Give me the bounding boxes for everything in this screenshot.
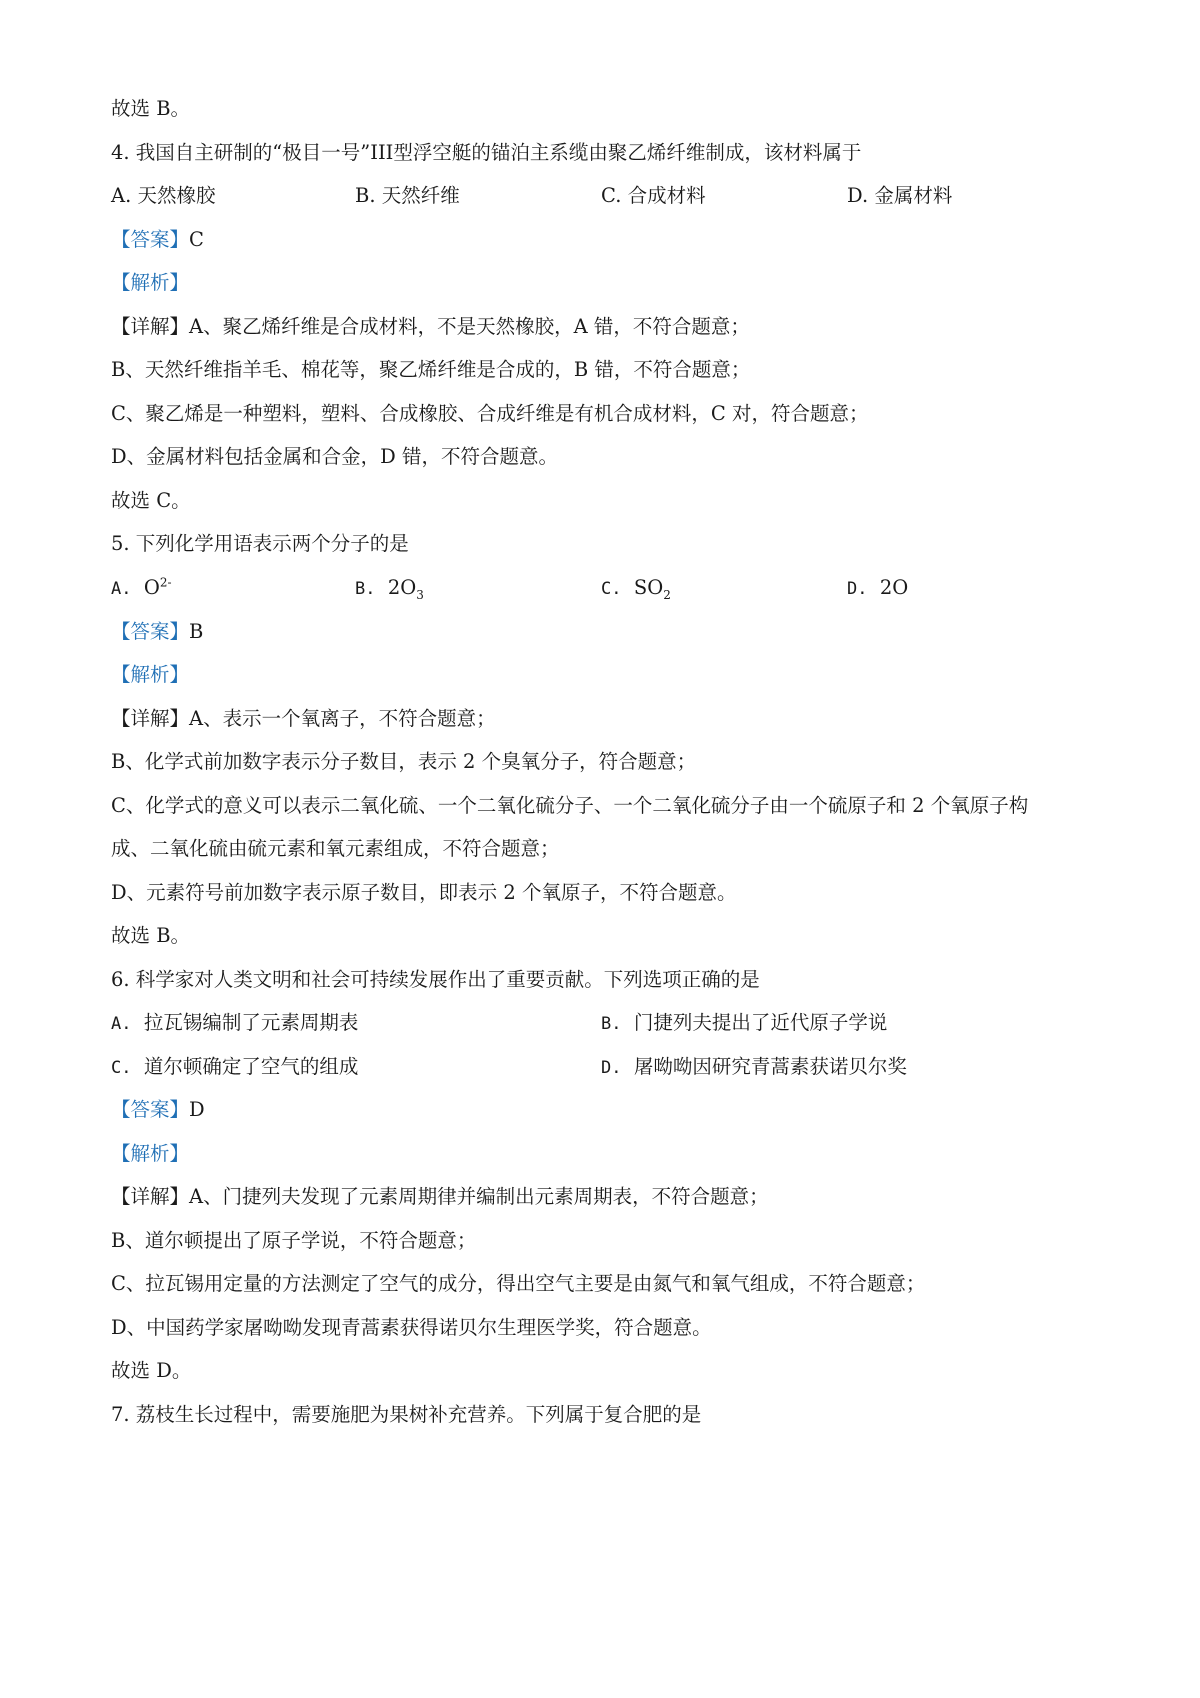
question-5-options — [111, 575, 1111, 601]
option-a: A. 拉瓦锡编制了元素周期表 — [111, 1011, 359, 1034]
conclusion-line: 故选 B。 — [111, 924, 191, 947]
answer-value: B — [189, 620, 204, 643]
option-c: C. $SO_2$ — [601, 576, 671, 602]
detail-line: B、天然纤维指羊毛、棉花等，聚乙烯纤维是合成的，B 错，不符合题意； — [111, 358, 751, 381]
answer-line — [111, 227, 204, 253]
question-6-options-row-1 — [111, 1010, 1111, 1036]
detail-line: B、道尔顿提出了原子学说，不符合题意； — [111, 1229, 477, 1252]
question-7-stem: 7. 荔枝生长过程中，需要施肥为果树补充营养。下列属于复合肥的是 — [111, 1403, 702, 1426]
detail-line: D、中国药学家屠呦呦发现青蒿素获得诺贝尔生理医学奖，符合题意。 — [111, 1316, 712, 1339]
detail-line: C、聚乙烯是一种塑料，塑料、合成橡胶、合成纤维是有机合成材料，C 对，符合题意； — [111, 402, 869, 425]
option-a: A. $O^{2-}$ — [111, 575, 172, 599]
option-b: B. 天然纤维 — [355, 184, 460, 207]
detail-line: C、化学式的意义可以表示二氧化硫、一个二氧化硫分子、一个二氧化硫分子由一个硫原子和 2 个氧原子构 — [111, 794, 1029, 817]
option-c: C. 合成材料 — [601, 184, 706, 207]
question-6-options-row-2 — [111, 1054, 1111, 1080]
analysis-tag: 【解析】 — [111, 663, 190, 686]
option-d: D. 2O — [847, 576, 909, 599]
detail-line: D、金属材料包括金属和合金，D 错，不符合题意。 — [111, 445, 558, 468]
detail-line: 成、二氧化硫由硫元素和氧元素组成，不符合题意； — [111, 837, 560, 860]
conclusion-line: 故选 D。 — [111, 1359, 192, 1382]
answer-line — [111, 619, 203, 645]
option-d: D. 金属材料 — [847, 184, 953, 207]
answer-tag: 【答案】 — [111, 228, 190, 251]
analysis-tag: 【解析】 — [111, 1142, 190, 1165]
question-5-stem: 5. 下列化学用语表示两个分子的是 — [111, 532, 409, 555]
option-a: A. 天然橡胶 — [111, 184, 216, 207]
option-d: D. 屠呦呦因研究青蒿素获诺贝尔奖 — [601, 1055, 907, 1078]
question-6-stem: 6. 科学家对人类文明和社会可持续发展作出了重要贡献。下列选项正确的是 — [111, 968, 760, 991]
answer-tag: 【答案】 — [111, 1098, 190, 1121]
answer-line — [111, 1097, 205, 1123]
answer-tag: 【答案】 — [111, 620, 190, 643]
detail-line: 【详解】A、门捷列夫发现了元素周期律并编制出元素周期表，不符合题意； — [111, 1185, 769, 1208]
detail-line: C、拉瓦锡用定量的方法测定了空气的成分，得出空气主要是由氮气和氧气组成，不符合题意； — [111, 1272, 926, 1295]
answer-value: D — [189, 1098, 205, 1121]
analysis-tag: 【解析】 — [111, 271, 190, 294]
option-b: B. 门捷列夫提出了近代原子学说 — [601, 1011, 888, 1034]
detail-line: 【详解】A、聚乙烯纤维是合成材料，不是天然橡胶，A 错，不符合题意； — [111, 315, 750, 338]
option-c: C. 道尔顿确定了空气的组成 — [111, 1055, 359, 1078]
detail-line: D、元素符号前加数字表示原子数目，即表示 2 个氧原子，不符合题意。 — [111, 881, 737, 904]
detail-line: 【详解】A、表示一个氧离子，不符合题意； — [111, 707, 496, 730]
detail-line: B、化学式前加数字表示分子数目，表示 2 个臭氧分子，符合题意； — [111, 750, 697, 773]
text-line: 故选 B。 — [111, 97, 191, 120]
answer-value: C — [189, 228, 204, 251]
question-4-options — [111, 183, 1111, 209]
question-4-stem: 4. 我国自主研制的“极目一号”III型浮空艇的锚泊主系缆由聚乙烯纤维制成，该材料属于 — [111, 141, 862, 164]
option-b: B. $2O_3$ — [355, 576, 424, 602]
conclusion-line: 故选 C。 — [111, 489, 191, 512]
